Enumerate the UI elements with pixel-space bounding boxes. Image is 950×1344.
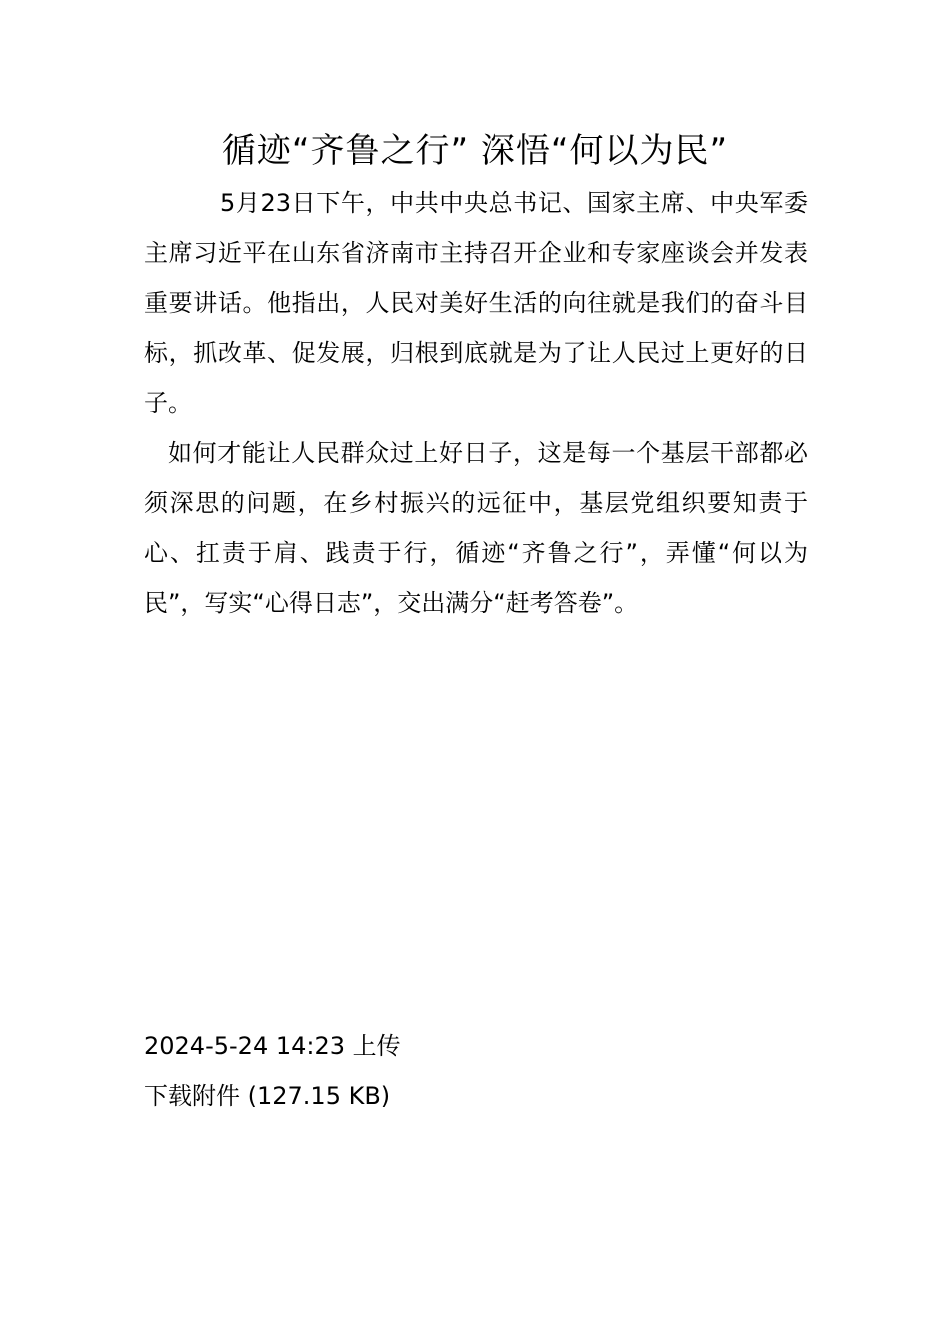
- download-attachment-link[interactable]: 下载附件 (127.15 KB): [144, 1082, 391, 1110]
- paragraph: 5月23日下午，中共中央总书记、国家主席、中央军委主席习近平在山东省济南市主持召开企业和专家座谈会并发表重要讲话。他指出，人民对美好生活的向往就是我们的奋斗目标，抓改革、促发展，归根到底就是为了让人民过上更好的日子。: [144, 189, 808, 417]
- upload-timestamp: 2024-5-24 14:23 上传: [144, 1032, 401, 1060]
- document-body: [144, 178, 808, 628]
- paragraph: 如何才能让人民群众过上好日子，这是每一个基层干部都必须深思的问题，在乡村振兴的远征中，基层党组织要知责于心、扛责于肩、践责于行，循迹“齐鲁之行”，弄懂“何以为民”，写实“心得日志”，交出满分“赶考答卷”。: [144, 439, 808, 617]
- document-title: 循迹“齐鲁之行” 深悟“何以为民”: [221, 131, 729, 171]
